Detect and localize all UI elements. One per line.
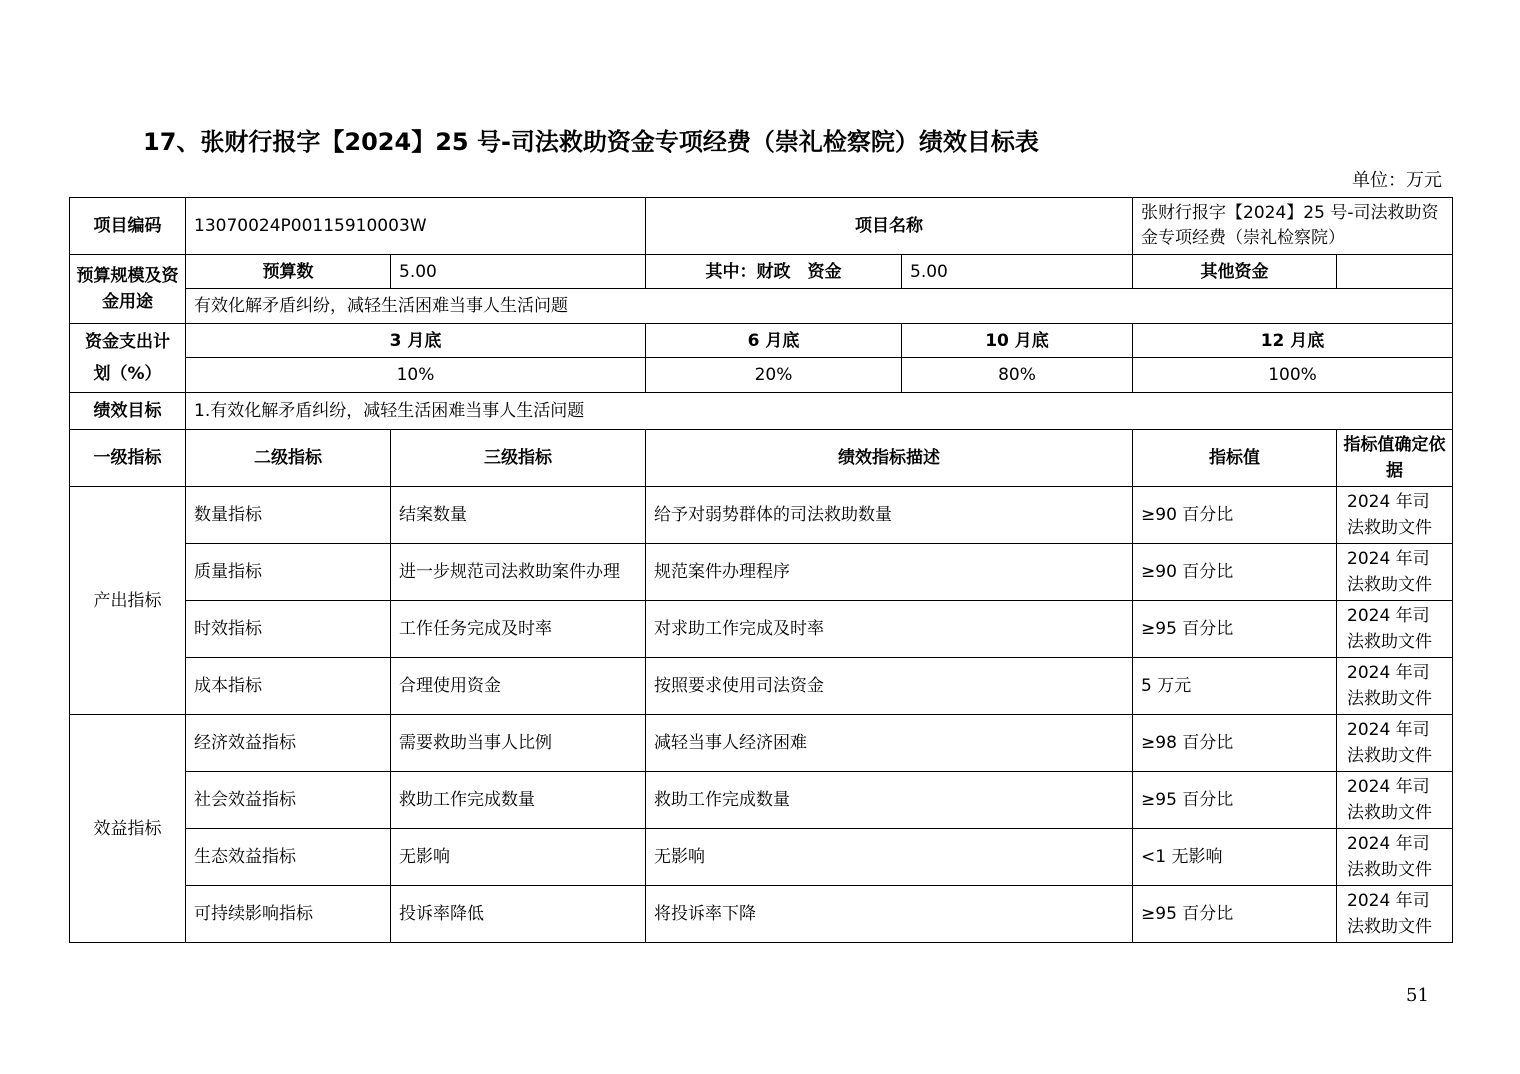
basis-cell: 2024 年司法救助文件 [1337, 772, 1453, 829]
group-label-benefit: 效益指标 [70, 715, 186, 943]
description-cell: 无影响 [646, 829, 1133, 886]
fiscal-funds-value: 5.00 [902, 255, 1133, 289]
plan-value-row [70, 358, 1453, 393]
level2-cell: 生态效益指标 [186, 829, 391, 886]
level2-cell: 数量指标 [186, 487, 391, 544]
basis-cell: 2024 年司法救助文件 [1337, 658, 1453, 715]
goal-label: 绩效目标 [70, 393, 186, 430]
value-cell: ≥98 百分比 [1133, 715, 1337, 772]
table-row [70, 886, 1453, 943]
basis-cell: 2024 年司法救助文件 [1337, 544, 1453, 601]
unit-label: 单位：万元 [1352, 170, 1442, 191]
table-row [70, 601, 1453, 658]
description-cell: 规范案件办理程序 [646, 544, 1133, 601]
spending-plan-label: 资金支出计划（%） [70, 324, 186, 393]
value-cell: <1 无影响 [1133, 829, 1337, 886]
plan-period-1: 3 月底 [186, 324, 646, 358]
table-row [70, 487, 1453, 544]
description-cell: 按照要求使用司法资金 [646, 658, 1133, 715]
description-cell: 救助工作完成数量 [646, 772, 1133, 829]
goal-row [70, 393, 1453, 430]
performance-table [69, 197, 1453, 943]
level3-cell: 合理使用资金 [391, 658, 646, 715]
fiscal-funds-label: 其中：财政 资金 [646, 255, 902, 289]
page-title: 17、张财行报字【2024】25 号-司法救助资金专项经费（崇礼检察院）绩效目标表 [143, 128, 1039, 156]
usage-row [70, 289, 1453, 324]
level2-cell: 社会效益指标 [186, 772, 391, 829]
page-number: 51 [1406, 985, 1429, 1006]
table-row [70, 829, 1453, 886]
value-cell: 5 万元 [1133, 658, 1337, 715]
basis-cell: 2024 年司法救助文件 [1337, 715, 1453, 772]
budget-value: 5.00 [391, 255, 646, 289]
level3-cell: 无影响 [391, 829, 646, 886]
plan-value-1: 10% [186, 358, 646, 393]
basis-cell: 2024 年司法救助文件 [1337, 829, 1453, 886]
column-header: 指标值确定依据 [1337, 430, 1453, 487]
value-cell: ≥95 百分比 [1133, 886, 1337, 943]
column-header: 绩效指标描述 [646, 430, 1133, 487]
level3-cell: 工作任务完成及时率 [391, 601, 646, 658]
plan-period-4: 12 月底 [1133, 324, 1453, 358]
level3-cell: 结案数量 [391, 487, 646, 544]
indicator-header-row [70, 430, 1453, 487]
project-code-value: 13070024P00115910003W [186, 198, 646, 255]
level3-cell: 投诉率降低 [391, 886, 646, 943]
goal-text: 1.有效化解矛盾纠纷，减轻生活困难当事人生活问题 [186, 393, 1453, 430]
plan-value-2: 20% [646, 358, 902, 393]
plan-value-3: 80% [902, 358, 1133, 393]
project-name-value: 张财行报字【2024】25 号-司法救助资金专项经费（崇礼检察院） [1133, 198, 1453, 255]
plan-period-2: 6 月底 [646, 324, 902, 358]
description-cell: 给予对弱势群体的司法救助数量 [646, 487, 1133, 544]
value-cell: ≥90 百分比 [1133, 487, 1337, 544]
plan-header-row [70, 324, 1453, 358]
table-row [70, 772, 1453, 829]
column-header: 三级指标 [391, 430, 646, 487]
level2-cell: 经济效益指标 [186, 715, 391, 772]
other-funds-label: 其他资金 [1133, 255, 1337, 289]
table-row [70, 715, 1453, 772]
level2-cell: 可持续影响指标 [186, 886, 391, 943]
description-cell: 对求助工作完成及时率 [646, 601, 1133, 658]
level3-cell: 进一步规范司法救助案件办理 [391, 544, 646, 601]
table-row [70, 658, 1453, 715]
project-row [70, 198, 1453, 255]
budget-label: 预算数 [186, 255, 391, 289]
value-cell: ≥95 百分比 [1133, 601, 1337, 658]
table-row [70, 544, 1453, 601]
budget-row [70, 255, 1453, 289]
level3-cell: 需要救助当事人比例 [391, 715, 646, 772]
value-cell: ≥95 百分比 [1133, 772, 1337, 829]
description-cell: 减轻当事人经济困难 [646, 715, 1133, 772]
fund-usage-text: 有效化解矛盾纠纷，减轻生活困难当事人生活问题 [186, 289, 1453, 324]
level2-cell: 成本指标 [186, 658, 391, 715]
project-code-label: 项目编码 [70, 198, 186, 255]
basis-cell: 2024 年司法救助文件 [1337, 601, 1453, 658]
description-cell: 将投诉率下降 [646, 886, 1133, 943]
basis-cell: 2024 年司法救助文件 [1337, 886, 1453, 943]
level3-cell: 救助工作完成数量 [391, 772, 646, 829]
column-header: 二级指标 [186, 430, 391, 487]
group-label-output: 产出指标 [70, 487, 186, 715]
level2-cell: 质量指标 [186, 544, 391, 601]
other-funds-value [1337, 255, 1453, 289]
project-name-label: 项目名称 [646, 198, 1133, 255]
level2-cell: 时效指标 [186, 601, 391, 658]
budget-section-label: 预算规模及资金用途 [70, 255, 186, 324]
plan-period-3: 10 月底 [902, 324, 1133, 358]
plan-value-4: 100% [1133, 358, 1453, 393]
column-header: 一级指标 [70, 430, 186, 487]
value-cell: ≥90 百分比 [1133, 544, 1337, 601]
basis-cell: 2024 年司法救助文件 [1337, 487, 1453, 544]
column-header: 指标值 [1133, 430, 1337, 487]
